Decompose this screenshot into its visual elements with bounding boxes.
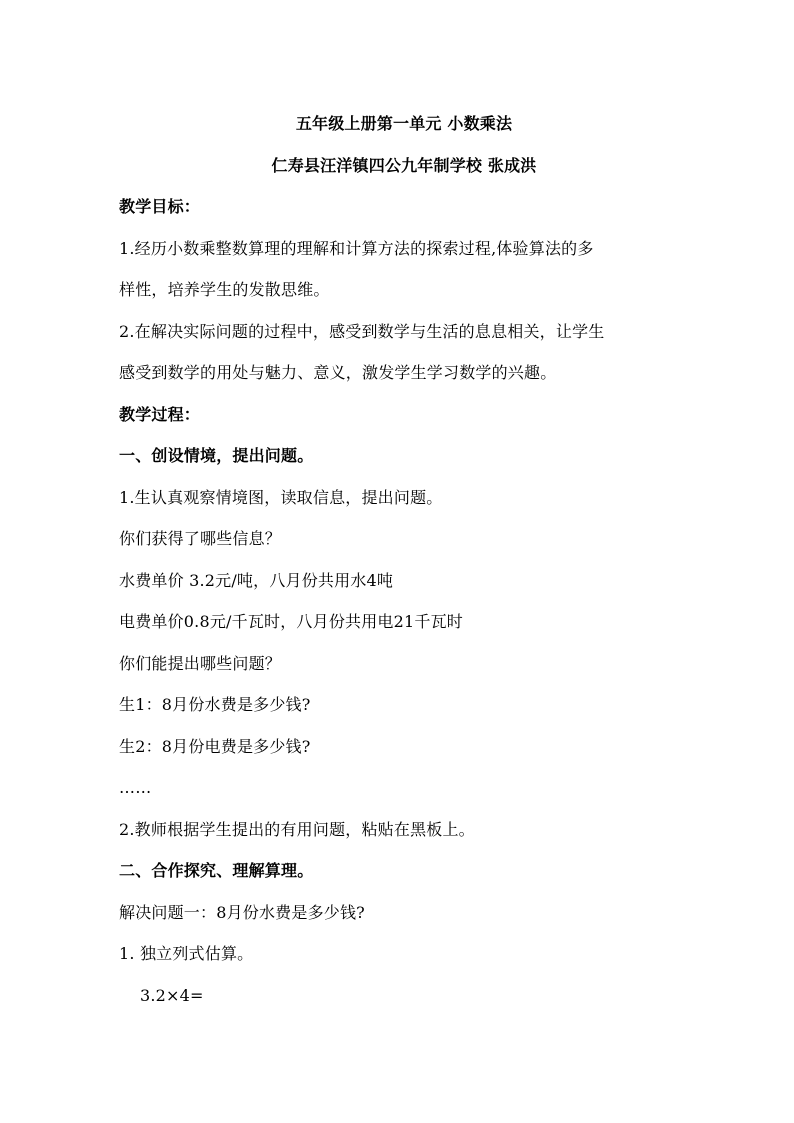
goals-heading: 教学目标： [119, 197, 201, 216]
student-1-answer: 生1：8月份水费是多少钱? [119, 695, 311, 714]
document-title: 五年级上册第一单元 小数乘法 [295, 114, 513, 133]
student-2-answer: 生2：8月份电费是多少钱? [119, 736, 311, 756]
goal-1-line-2: 样性，培养学生的发散思维。 [119, 280, 330, 299]
question-info: 你们获得了哪些信息？ [119, 529, 282, 548]
document-body [119, 103, 689, 1016]
info-water: 水费单价 3.2元/吨，八月份共用水4吨 [119, 570, 394, 590]
expression: 3.2×4= [140, 985, 204, 1005]
solve-problem-1: 解决问题一：8月份水费是多少钱? [119, 902, 365, 922]
part-1-heading: 一、创设情境，提出问题。 [119, 446, 314, 465]
process-heading: 教学过程： [119, 404, 201, 424]
ellipsis: …… [119, 778, 152, 797]
part-2-heading: 二、合作探究、理解算理。 [119, 861, 314, 880]
goal-2-line-1: 2.在解决实际问题的过程中，感受到数学与生活的息息相关，让学生 [119, 321, 605, 341]
goal-1-line-1: 1.经历小数乘整数算理的理解和计算方法的探索过程,体验算法的多 [119, 238, 594, 258]
info-electric: 电费单价0.8元/千瓦时，八月份共用电21千瓦时 [119, 612, 463, 631]
question-problems: 你们能提出哪些问题？ [119, 653, 282, 673]
step-2: 2.教师根据学生提出的有用问题，粘贴在黑板上。 [119, 819, 475, 839]
author-line: 仁寿县汪洋镇四公九年制学校 张成洪 [271, 155, 537, 175]
solve-step-1: 1. 独立列式估算。 [119, 944, 254, 963]
step-1: 1.生认真观察情境图，读取信息，提出问题。 [119, 487, 443, 507]
goal-2-line-2: 感受到数学的用处与魅力、意义，激发学生学习数学的兴趣。 [119, 363, 557, 382]
